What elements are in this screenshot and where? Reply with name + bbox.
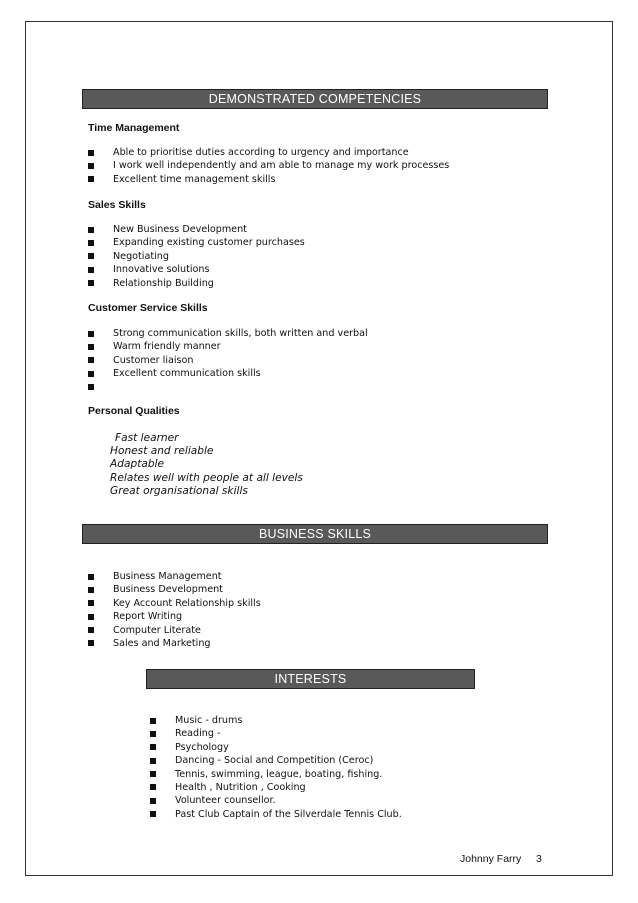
square-bullet-icon [88,163,94,169]
personal-qualities-heading: Personal Qualities [88,405,180,417]
list-item: Adaptable [110,458,165,471]
customer-service-heading: Customer Service Skills [88,302,208,314]
list-item: Relates well with people at all levels [110,471,303,484]
interests-banner: INTERESTS [146,669,475,689]
square-bullet-icon [150,798,156,804]
square-bullet-icon [88,357,94,363]
square-bullet-icon [88,574,94,580]
sales-skills-heading: Sales Skills [88,199,146,211]
square-bullet-icon [88,176,94,182]
square-bullet-icon [88,253,94,259]
square-bullet-icon [150,784,156,790]
square-bullet-icon [88,600,94,606]
list-item: Honest and reliable [110,445,214,458]
square-bullet-icon [88,280,94,286]
page-number: 3 [536,853,542,865]
list-item: Great organisational skills [110,484,248,497]
footer-author: Johnny Farry [460,853,522,865]
square-bullet-icon [150,744,156,750]
square-bullet-icon [88,331,94,337]
time-management-heading: Time Management [88,122,180,134]
square-bullet-icon [88,627,94,633]
personal-qualities-list [110,432,303,498]
square-bullet-icon [88,227,94,233]
square-bullet-icon [88,384,94,390]
competencies-banner: DEMONSTRATED COMPETENCIES [82,89,548,109]
square-bullet-icon [88,344,94,350]
square-bullet-icon [150,771,156,777]
square-bullet-icon [150,731,156,737]
square-bullet-icon [150,758,156,764]
list-item: Fast learner [115,432,179,444]
square-bullet-icon [150,718,156,724]
square-bullet-icon [88,614,94,620]
square-bullet-icon [88,587,94,593]
square-bullet-icon [88,267,94,273]
square-bullet-icon [88,240,94,246]
business-skills-banner: BUSINESS SKILLS [82,524,548,544]
square-bullet-icon [150,811,156,817]
square-bullet-icon [88,640,94,646]
square-bullet-icon [88,371,94,377]
square-bullet-icon [88,150,94,156]
